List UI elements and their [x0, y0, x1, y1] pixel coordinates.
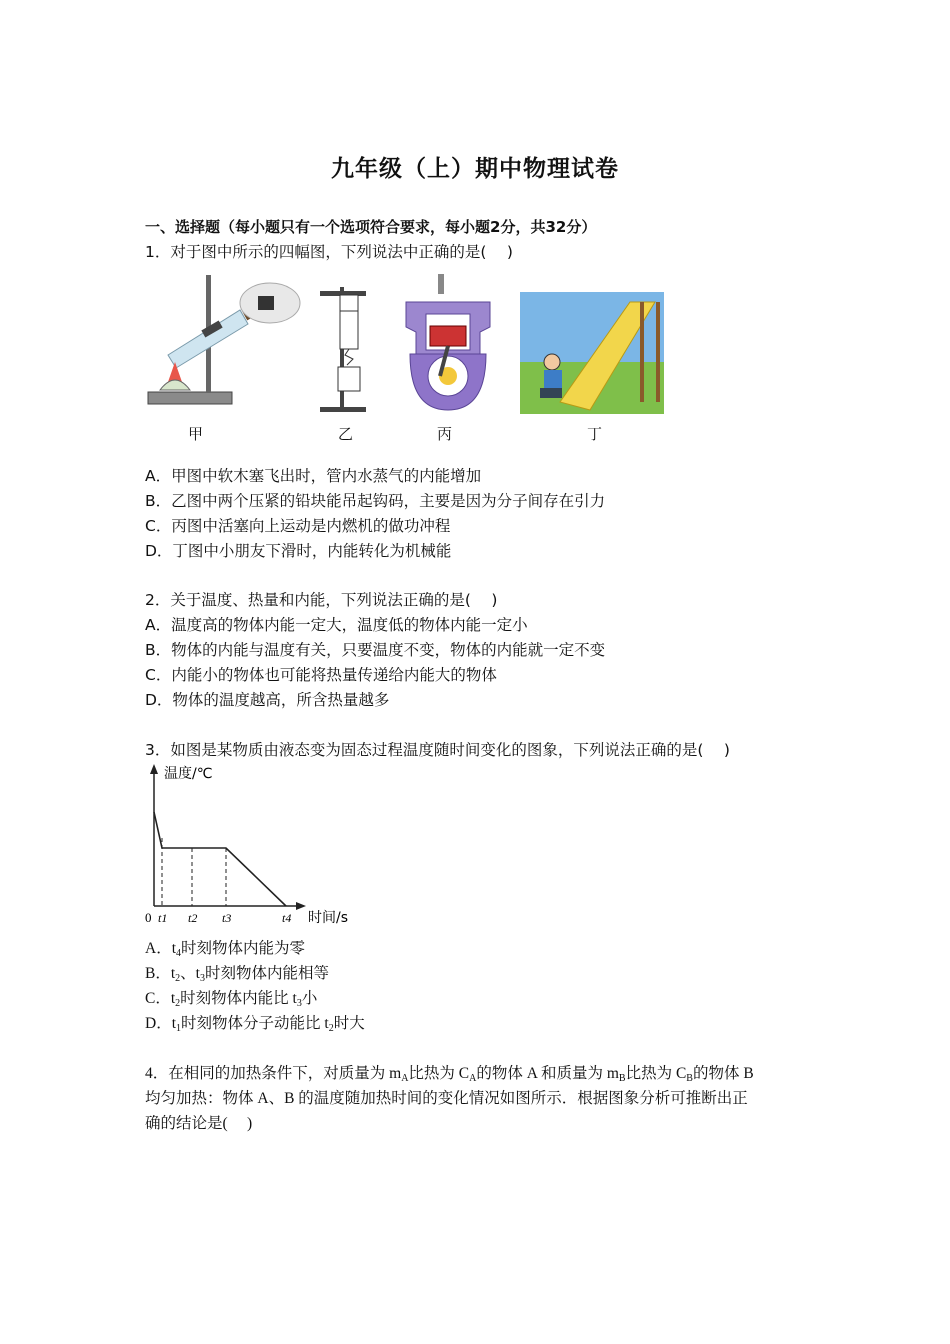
- q3-option-a[interactable]: A．$t_4$时刻物体内能为零: [145, 940, 306, 959]
- q1-option-a[interactable]: A．甲图中软木塞飞出时，管内水蒸气的内能增加: [145, 467, 482, 485]
- cooling-curve: [154, 812, 286, 906]
- y-axis-label: 温度/℃: [164, 766, 213, 782]
- piston-icon: [430, 326, 466, 346]
- x-tick-t3: t3: [222, 911, 232, 925]
- q1-option-c[interactable]: C．丙图中活塞向上运动是内燃机的做功冲程: [145, 517, 451, 535]
- q3-option-c[interactable]: C．$t_2$时刻物体内能比 $t_3$小: [145, 990, 318, 1009]
- lead-block-bottom: [340, 311, 358, 349]
- q3-option-b[interactable]: B．$t_2$、$t_3$时刻物体内能相等: [145, 965, 329, 984]
- figure-ding-slide: [520, 292, 664, 414]
- origin-label: 0: [145, 910, 152, 925]
- q1-option-b[interactable]: B．乙图中两个压紧的铅块能吊起钩码，主要是因为分子间存在引力: [145, 492, 606, 510]
- cork-flying-icon: [258, 296, 274, 310]
- alcohol-lamp-icon: [160, 380, 190, 390]
- x-tick-t4: t4: [282, 911, 292, 925]
- stand-base: [148, 392, 232, 404]
- q3-option-d[interactable]: D．$t_1$时刻物体分子动能比 $t_2$时大: [145, 1015, 365, 1034]
- q3-stem: 3．如图是某物质由液态变为固态过程温度随时间变化的图象，下列说法正确的是( ): [145, 741, 730, 759]
- x-axis-label: 时间/s: [308, 910, 349, 926]
- q4-stem-line3: 确的结论是( ): [145, 1115, 253, 1132]
- q4-stem-line1: 4．在相同的加热条件下，对质量为 $m_A$比热为 $C_A$的物体 A 和质量为 $m_B$比热为 $C_B$的物体 B: [145, 1065, 754, 1084]
- caption-ding: 丁: [587, 425, 603, 443]
- lead-block-top: [340, 295, 358, 311]
- caption-jia: 甲: [188, 425, 204, 443]
- q4-stem-line2: 均匀加热：物体 A、B 的温度随加热时间的变化情况如图所示．根据图象分析可推断出正: [145, 1090, 748, 1107]
- section-heading: 一、选择题（每小题只有一个选项符合要求，每小题2分，共32分）: [145, 218, 597, 236]
- q2-option-d[interactable]: D．物体的温度越高，所含热量越多: [145, 691, 390, 709]
- x-tick-t1: t1: [158, 911, 168, 925]
- q2-option-b[interactable]: B．物体的内能与温度有关，只要温度不变，物体的内能就一定不变: [145, 641, 606, 659]
- page-title: 九年级（上）期中物理试卷: [331, 156, 619, 182]
- y-axis-arrow-icon: [150, 764, 158, 774]
- figure-jia-test-tube: [140, 270, 310, 412]
- q2-stem: 2．关于温度、热量和内能，下列说法正确的是( ): [145, 591, 498, 609]
- q3-cooling-chart: [140, 762, 360, 932]
- q2-option-c[interactable]: C．内能小的物体也可能将热量传递给内能大的物体: [145, 666, 497, 684]
- hook-weight-icon: [338, 367, 360, 391]
- x-axis-arrow-icon: [296, 902, 306, 910]
- q2-option-a[interactable]: A．温度高的物体内能一定大，温度低的物体内能一定小: [145, 616, 528, 634]
- caption-yi: 乙: [338, 425, 354, 443]
- caption-bing: 丙: [437, 425, 453, 443]
- x-tick-t2: t2: [188, 911, 198, 925]
- q1-option-d[interactable]: D．丁图中小朋友下滑时，内能转化为机械能: [145, 542, 452, 560]
- figure-bing-engine: [400, 272, 496, 414]
- spark-plug-icon: [438, 274, 444, 294]
- child-head-icon: [544, 354, 560, 370]
- q1-stem: 1．对于图中所示的四幅图，下列说法中正确的是( ): [145, 243, 513, 261]
- figure-yi-lead-blocks: [318, 285, 368, 413]
